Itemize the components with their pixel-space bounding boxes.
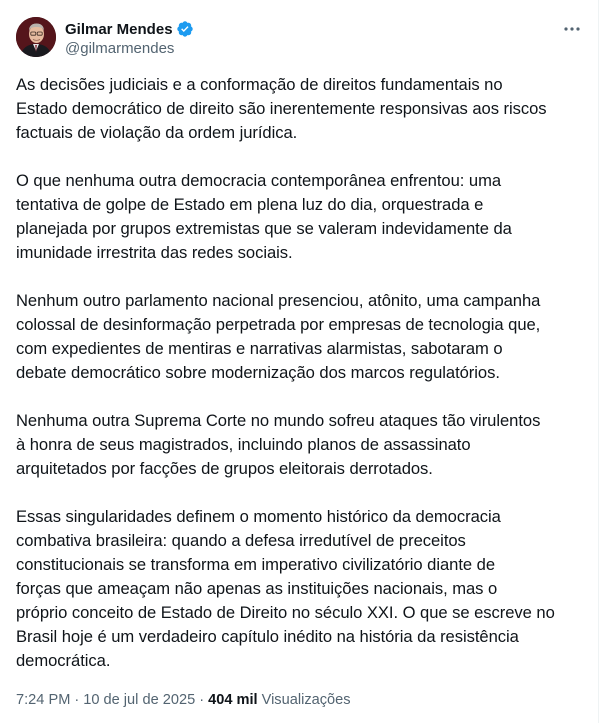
meta-separator: · <box>199 692 205 708</box>
more-dots-icon <box>563 26 581 32</box>
more-button[interactable] <box>560 18 584 40</box>
avatar[interactable] <box>16 17 56 57</box>
tweet-meta <box>16 692 351 708</box>
verified-badge-icon <box>176 20 194 38</box>
views-label: Visualizações <box>261 692 351 708</box>
author-handle[interactable]: @gilmarmendes <box>65 40 175 57</box>
avatar-portrait-icon <box>16 17 56 57</box>
meta-separator: · <box>74 692 80 708</box>
author-name-row <box>65 19 194 39</box>
tweet-paragraph: Nenhum outro parlamento nacional presenciou, atônito, uma campanha colossal de desinformação perpetrada por empresas de tecnologia que, com expedientes de mentiras e narrativas alarmistas, sabotaram o debate democrático sobre modernização dos marcos regulatórios. <box>16 291 541 382</box>
tweet-text <box>16 73 588 697</box>
views-count: 404 mil <box>208 692 258 708</box>
tweet-paragraph: As decisões judiciais e a conformação de direitos fundamentais no Estado democrático de direito são inerentemente responsivas aos riscos factuais de violação da ordem jurídica. <box>16 75 547 142</box>
tweet-time[interactable]: 7:24 PM <box>16 692 71 708</box>
tweet-paragraph: O que nenhuma outra democracia contemporânea enfrentou: uma tentativa de golpe de Estado em plena luz do dia, orquestrada e planejada por grupos extremistas que se valeram indevidamente da imunidade irrestrita das redes sociais. <box>16 171 512 262</box>
tweet-paragraph: Nenhuma outra Suprema Corte no mundo sofreu ataques tão virulentos à honra de seus magistrados, incluindo planos de assassinato arquitetados por facções de grupos eleitorais derrotados. <box>16 411 541 478</box>
tweet-date[interactable]: 10 de jul de 2025 <box>83 692 196 708</box>
author-display-name[interactable]: Gilmar Mendes <box>65 20 173 38</box>
tweet-paragraph: Essas singularidades definem o momento histórico da democracia combativa brasileira: quando a defesa irredutível de preceitos constitucionais se transforma em imperativo civilizatório diante de forças que ameaçam não apenas as instituições nacionais, mas o próprio conceito de Estado de Direito no século XXI. O que se escreve no Brasil hoje é um verdadeiro capítulo inédito na história da resistência democrática. <box>16 507 555 670</box>
